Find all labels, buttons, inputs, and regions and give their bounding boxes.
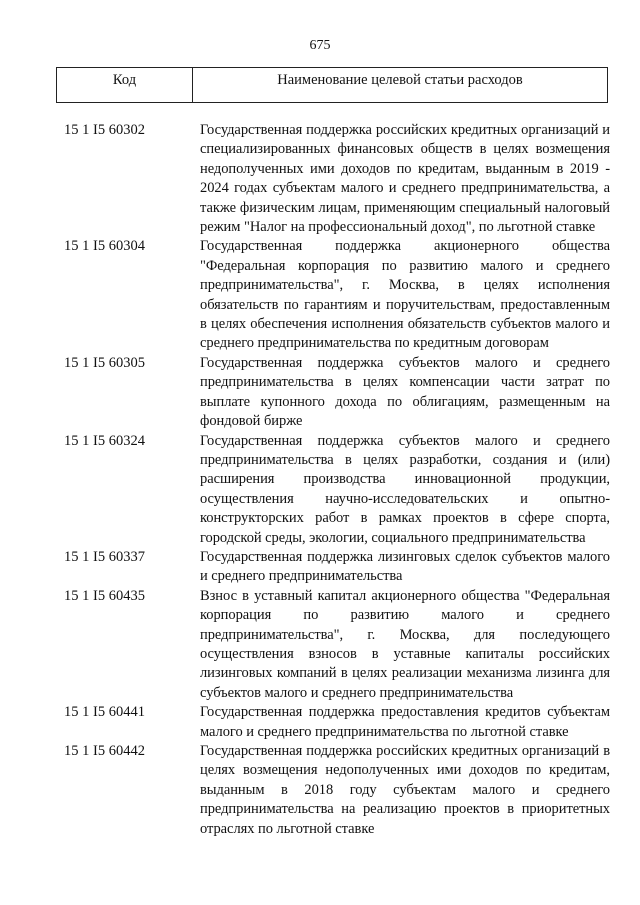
column-header-code: Код (57, 68, 193, 102)
table-row (64, 587, 610, 703)
row-description: Государственная поддержка акционерного общества "Федеральная корпорация по развитию малого и среднего предпринимательства", г. Москва, в целях исполнения обязательств по гарантиям и поручительствам, предоставленным в целях обеспечения исполнения обязательств субъектов малого и среднего предпринимательства по кредитным договорам (200, 238, 610, 352)
row-code: 15 1 I5 60435 (64, 587, 145, 604)
table-row (64, 742, 610, 839)
page-number: 675 (309, 38, 331, 53)
column-header-name: Наименование целевой статьи расходов (277, 72, 523, 88)
row-description: Государственная поддержка лизинговых сделок субъектов малого и среднего предпринимательства (200, 548, 610, 585)
table-row (64, 354, 610, 432)
row-code: 15 1 I5 60324 (64, 432, 145, 449)
table-row (64, 548, 610, 587)
table-row (64, 237, 610, 353)
table-header (56, 67, 608, 103)
table-row (64, 703, 610, 742)
row-code: 15 1 I5 60304 (64, 238, 145, 255)
table-body (64, 121, 610, 839)
table-row (64, 432, 610, 548)
row-description: Государственная поддержка субъектов малого и среднего предпринимательства в целях разработки, создания и (или) расширения производства инновационной продукции, осуществления научно-исследовательских и опытно-конструкторских работ в рамках проектов в сфере спорта, городской среды, экологии, социального предпринимательства (200, 432, 610, 546)
table-row (64, 121, 610, 237)
row-code: 15 1 I5 60337 (64, 548, 145, 565)
row-code: 15 1 I5 60302 (64, 122, 145, 138)
row-description: Государственная поддержка российских кредитных организаций в целях возмещения недополученных ими доходов по кредитам, выданным в 2018 году субъектам малого и среднего предпринимательства на реализацию проектов в приоритетных отраслях по льготной ставке (200, 743, 610, 837)
row-code: 15 1 I5 60305 (64, 354, 145, 371)
row-description: Государственная поддержка российских кредитных организаций и специализированных финансовых обществ в целях возмещения недополученных ими доходов по кредитам, выданным в 2019 - 2024 годах субъектам малого и среднего предпринимательства, а также физическим лицам, применяющим специальный налоговый режим "Налог на профессиональный доход", по льготной ставке (200, 122, 610, 236)
row-description: Взнос в уставный капитал акционерного общества "Федеральная корпорация по развитию малого и среднего предпринимательства", г. Москва, для последующего осуществления взносов в уставные капиталы российских лизинговых компаний в целях реализации механизма лизинга для субъектов малого и среднего предпринимательства (200, 587, 610, 701)
row-description: Государственная поддержка субъектов малого и среднего предпринимательства в целях компенсации части затрат по выплате купонного дохода по облигациям, размещенным на фондовой бирже (200, 354, 610, 430)
row-code: 15 1 I5 60442 (64, 743, 145, 759)
row-description: Государственная поддержка предоставления кредитов субъектам малого и среднего предпринимательства по льготной ставке (200, 704, 610, 740)
row-code: 15 1 I5 60441 (64, 704, 145, 721)
